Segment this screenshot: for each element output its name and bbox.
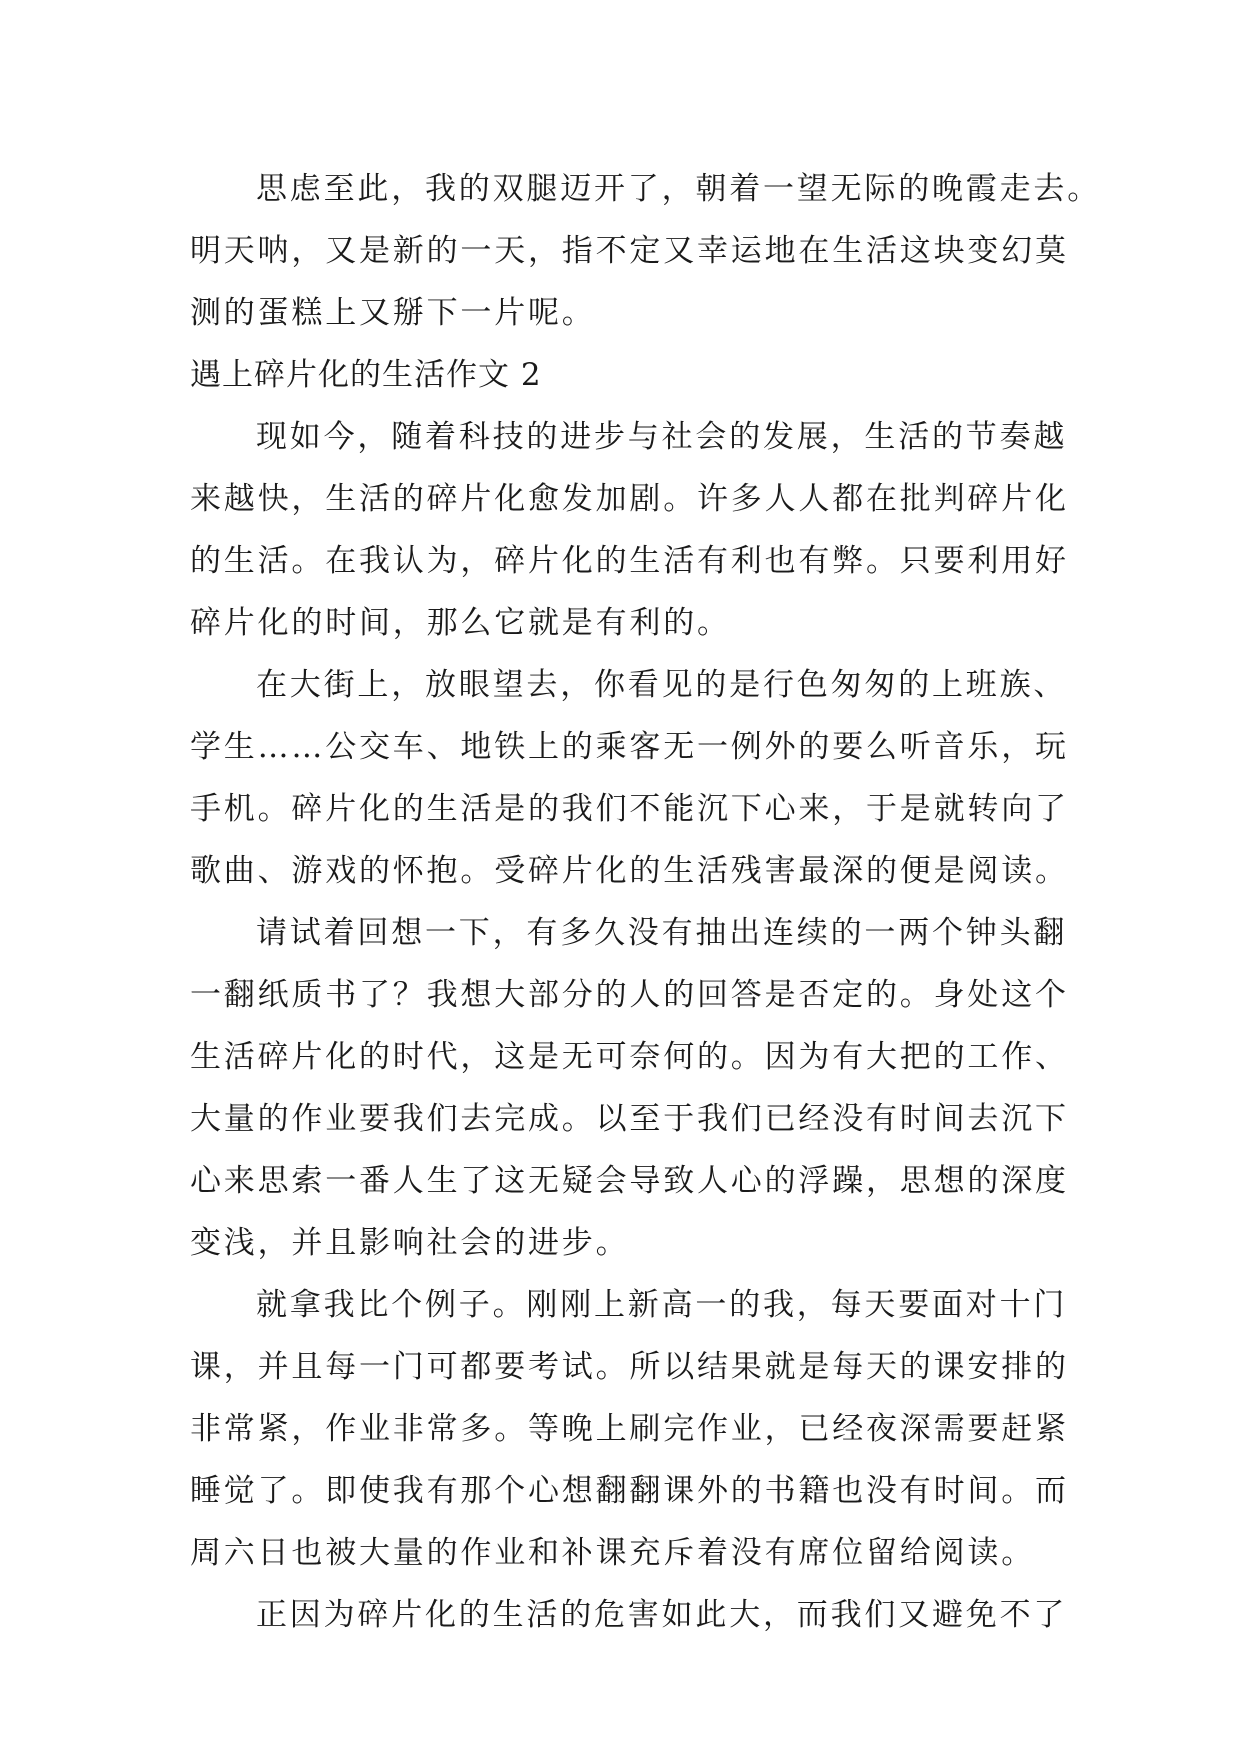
text-line: 手机。碎片化的生活是的我们不能沉下心来，于是就转向了 (190, 791, 1069, 827)
text-line: 碎片化的时间，那么它就是有利的。 (190, 605, 731, 641)
text-line: 明天呐，又是新的一天，指不定又幸运地在生活这块变幻莫 (190, 233, 1069, 269)
document-body (190, 158, 1101, 1646)
text-line: 睡觉了。即使我有那个心想翻翻课外的书籍也没有时间。而 (190, 1473, 1069, 1509)
text-line: 请试着回想一下，有多久没有抽出连续的一两个钟头翻 (256, 915, 1068, 951)
text-line: 变浅，并且影响社会的进步。 (190, 1225, 630, 1261)
text-line: 歌曲、游戏的怀抱。受碎片化的生活残害最深的便是阅读。 (190, 853, 1069, 889)
text-line: 课，并且每一门可都要考试。所以结果就是每天的课安排的 (190, 1349, 1069, 1385)
text-line: 思虑至此，我的双腿迈开了，朝着一望无际的晚霞走去。 (256, 171, 1101, 207)
section-heading: 遇上碎片化的生活作文 2 (190, 357, 542, 393)
text-line: 测的蛋糕上又掰下一片呢。 (190, 295, 596, 331)
text-line: 大量的作业要我们去完成。以至于我们已经没有时间去沉下 (190, 1101, 1069, 1137)
text-line: 非常紧，作业非常多。等晚上刷完作业，已经夜深需要赶紧 (190, 1411, 1069, 1447)
text-line: 现如今，随着科技的进步与社会的发展，生活的节奏越 (256, 419, 1068, 455)
text-line: 的生活。在我认为，碎片化的生活有利也有弊。只要利用好 (190, 543, 1069, 579)
text-line: 来越快，生活的碎片化愈发加剧。许多人人都在批判碎片化 (190, 481, 1069, 517)
text-line: 心来思索一番人生了这无疑会导致人心的浮躁，思想的深度 (190, 1163, 1069, 1199)
text-line: 生活碎片化的时代，这是无可奈何的。因为有大把的工作、 (190, 1039, 1069, 1075)
text-line: 在大街上，放眼望去，你看见的是行色匆匆的上班族、 (256, 667, 1068, 703)
text-line: 学生……公交车、地铁上的乘客无一例外的要么听音乐，玩 (190, 729, 1069, 765)
text-line: 周六日也被大量的作业和补课充斥着没有席位留给阅读。 (190, 1535, 1035, 1571)
text-line: 正因为碎片化的生活的危害如此大，而我们又避免不了 (256, 1597, 1068, 1633)
text-line: 就拿我比个例子。刚刚上新高一的我，每天要面对十门 (256, 1287, 1068, 1323)
text-line: 一翻纸质书了？我想大部分的人的回答是否定的。身处这个 (190, 977, 1069, 1013)
